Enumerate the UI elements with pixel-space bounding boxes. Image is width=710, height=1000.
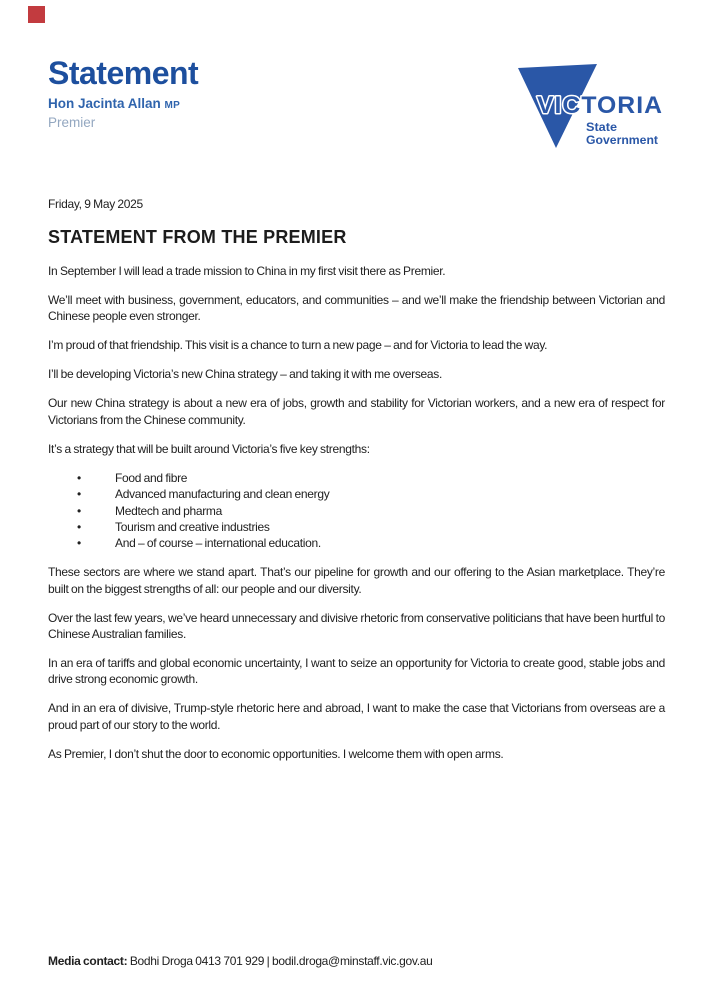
- statement-heading: STATEMENT FROM THE PREMIER: [48, 226, 347, 247]
- footer-media-contact: [48, 953, 665, 969]
- key-strength-item: • Tourism and creative industries: [48, 519, 665, 535]
- victoria-state-government-logo: [515, 58, 665, 150]
- media-contact-details: Bodhi Droga 0413 701 929 | bodil.droga@minstaff.vic.gov.au: [127, 954, 433, 968]
- body-paragraph: In September I will lead a trade mission to China in my first visit there as Premier.: [48, 263, 446, 278]
- officeholder-postnominal: MP: [164, 100, 181, 111]
- masthead: [48, 56, 198, 130]
- key-strength-item: • Medtech and pharma: [48, 503, 665, 519]
- masthead-title: Statement: [48, 55, 199, 91]
- key-strength-item: • Advanced manufacturing and clean energy: [48, 486, 665, 502]
- body-paragraph: I’m proud of that friendship. This visit is a chance to turn a new page – and for Victoria to lead the way.: [48, 338, 548, 353]
- logo-brand-text: VICTORIA: [537, 92, 663, 119]
- logo-subtext-state: State: [586, 122, 617, 134]
- body-paragraph: We’ll meet with business, government, educators, and communities – and we’ll make the friendship between Victorian and Chinese people even stronger.: [48, 292, 665, 324]
- key-strengths-list: [48, 470, 665, 551]
- body-paragraph: As Premier, I don’t shut the door to economic opportunities. I welcome them with open arms.: [48, 746, 504, 761]
- media-contact-label: Media contact:: [48, 954, 128, 968]
- statement-body: [48, 196, 665, 775]
- logo-subtext-government: Government: [586, 135, 659, 147]
- body-paragraph: Over the last few years, we’ve heard unnecessary and divisive rhetoric from conservative politicians that have been hurtful to Chinese Australian families.: [48, 610, 665, 641]
- officeholder-name-line: [48, 96, 198, 114]
- body-paragraph: It’s a strategy that will be built around Victoria’s five key strengths:: [48, 441, 370, 456]
- closing-paragraphs: [48, 564, 665, 762]
- body-paragraph: In an era of tariffs and global economic uncertainty, I want to seize an opportunity for Victoria to create good, stable jobs and drive strong economic growth.: [48, 656, 665, 687]
- officeholder-name: Hon Jacinta Allan: [48, 96, 161, 111]
- red-marker-square: [28, 6, 45, 23]
- body-paragraph: And in an era of divisive, Trump-style rhetoric here and abroad, I want to make the case that Victorians from overseas are a proud part of our story to the world.: [48, 701, 665, 732]
- body-paragraph: Our new China strategy is about a new era of jobs, growth and stability for Victorian workers, and a new era of respect for Victorians from the Chinese community.: [48, 396, 665, 427]
- officeholder-role: Premier: [48, 115, 96, 130]
- body-paragraph: These sectors are where we stand apart. That’s our pipeline for growth and our offering to the Asian marketplace. They’re built on the biggest strengths of all: our people and our diversity.: [48, 565, 665, 596]
- date-line: Friday, 9 May 2025: [48, 197, 143, 211]
- key-strength-item: • Food and fibre: [48, 470, 665, 486]
- body-paragraph: I’ll be developing Victoria’s new China strategy – and taking it with me overseas.: [48, 367, 443, 382]
- key-strength-item: • And – of course – international education.: [48, 535, 665, 551]
- victoria-logo-graphic: [515, 58, 665, 150]
- intro-paragraphs: [48, 263, 665, 457]
